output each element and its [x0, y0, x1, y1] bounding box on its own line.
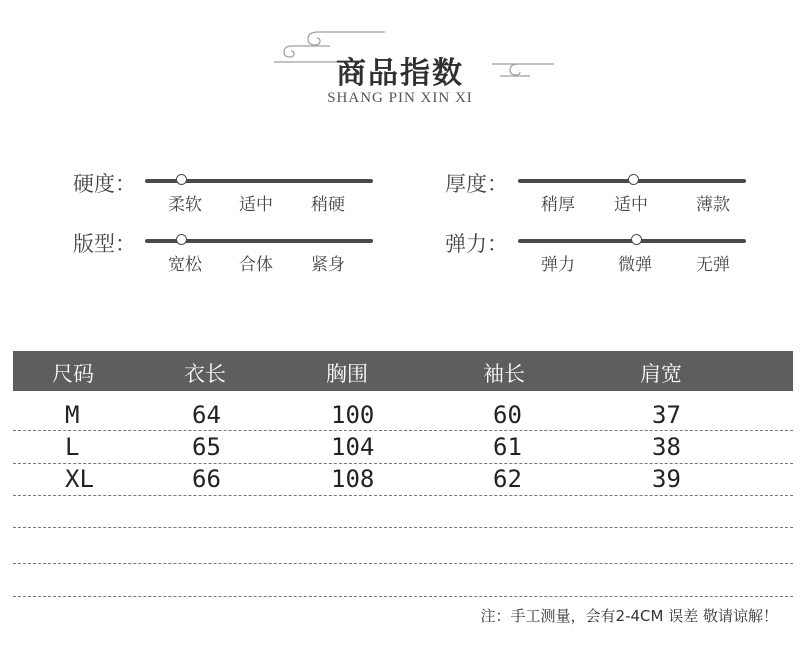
cell-length: 65: [192, 433, 221, 461]
scale-option: 弹力: [541, 255, 575, 275]
scale-option: 紧身: [311, 255, 345, 275]
scale-option: 微弹: [618, 255, 652, 275]
cell-shoulder: 37: [652, 401, 681, 429]
measurement-note: 注：手工测量，会有2-4CM 误差 敬请谅解！: [480, 607, 778, 625]
header-sleeve: 袖长: [483, 362, 525, 386]
cell-length: 66: [192, 465, 221, 493]
scale-option: 适中: [239, 195, 273, 215]
scale-option: 合体: [239, 255, 273, 275]
header-size: 尺码: [52, 362, 94, 386]
scale-knob: [176, 174, 187, 185]
size-table-header: [13, 351, 793, 391]
hardness-scale: [73, 168, 393, 218]
header-length: 衣长: [184, 362, 226, 386]
scale-label: 弹力：: [445, 232, 508, 256]
row-divider: [13, 563, 793, 564]
scale-option: 柔软: [168, 195, 202, 215]
row-divider: [13, 527, 793, 528]
scale-option: 稍厚: [541, 195, 575, 215]
row-divider: [13, 596, 793, 597]
scale-option: 无弹: [696, 255, 730, 275]
cell-shoulder: 39: [652, 465, 681, 493]
cell-chest: 104: [331, 433, 375, 461]
scale-label: 版型：: [73, 232, 136, 256]
elasticity-scale: [445, 228, 765, 278]
cell-sleeve: 62: [493, 465, 522, 493]
scale-option: 薄款: [696, 195, 730, 215]
page-title: 商品指数: [336, 56, 464, 91]
cell-length: 64: [192, 401, 221, 429]
scale-label: 硬度：: [73, 172, 136, 196]
cell-chest: 108: [331, 465, 375, 493]
row-divider: [13, 430, 793, 431]
cell-size: XL: [65, 465, 94, 493]
cell-size: L: [65, 433, 80, 461]
scale-option: 适中: [614, 195, 648, 215]
page-subtitle: SHANG PIN XIN XI: [327, 90, 473, 106]
row-divider: [13, 463, 793, 464]
cell-chest: 100: [331, 401, 375, 429]
scale-knob: [176, 234, 187, 245]
scale-knob: [631, 234, 642, 245]
header-shoulder: 肩宽: [640, 362, 682, 386]
cell-size: M: [65, 401, 80, 429]
cell-sleeve: 61: [493, 433, 522, 461]
cell-sleeve: 60: [493, 401, 522, 429]
header-chest: 胸围: [326, 362, 368, 386]
row-divider: [13, 495, 793, 496]
title-block: [0, 30, 800, 120]
scale-option: 稍硬: [311, 195, 345, 215]
thickness-scale: [445, 168, 765, 218]
scale-option: 宽松: [168, 255, 202, 275]
fit-scale: [73, 228, 393, 278]
scale-knob: [628, 174, 639, 185]
cell-shoulder: 38: [652, 433, 681, 461]
scale-label: 厚度：: [445, 172, 508, 196]
